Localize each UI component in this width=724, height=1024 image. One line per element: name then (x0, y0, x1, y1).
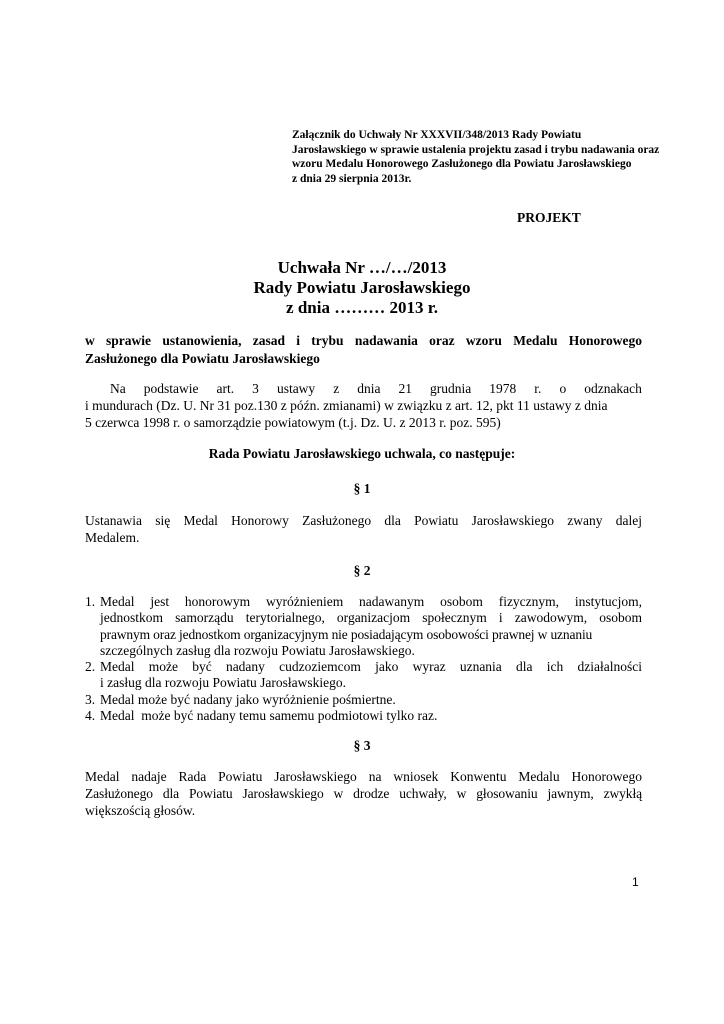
resolution-subject (85, 332, 642, 368)
list-item-line: Medal może być nadany jako wyróżnienie pośmiertne. (100, 691, 396, 707)
legal-basis-word: Na (110, 381, 126, 396)
legal-basis-word: z (333, 381, 340, 396)
resolves-clause: Rada Powiatu Jarosławskiego uchwala, co następuje: (208, 446, 516, 461)
section-3-line-1: Medal nadaje Rada Powiatu Jarosławskiego na wniosek Konwentu Medalu Honorowego (85, 769, 642, 784)
section-3-mark: § 3 (353, 738, 371, 753)
list-item-line: Medal jest honorowym wyróżnieniem nadawanym osobom fizycznym, instytucjom, (100, 594, 642, 609)
list-item-number: 4. (85, 708, 96, 724)
list-item (85, 692, 642, 708)
legal-basis-word: grudnia (430, 381, 472, 396)
section-1-line-1: Ustanawia się Medal Honorowy Zasłużonego dla Powiatu Jarosławskiego zwany dalej (85, 513, 642, 528)
legal-basis-word: 21 (398, 381, 412, 396)
list-item-line: i zasług dla rozwoju Powiatu Jarosławskiego. (100, 675, 346, 691)
legal-basis-word: podstawie (143, 381, 199, 396)
resolution-title (0, 258, 724, 318)
subject-line-2: Zasłużonego dla Powiatu Jarosławskiego (85, 351, 320, 366)
legal-basis-word: ustawy (276, 381, 316, 396)
list-item-number: 3. (85, 691, 96, 707)
title-line-date: z dnia ……… 2013 r. (286, 298, 438, 317)
section-1-mark: § 1 (353, 481, 371, 496)
title-line-number: Uchwała Nr …/…/2013 (277, 258, 447, 277)
title-line-council: Rady Powiatu Jarosławskiego (253, 278, 471, 297)
legal-basis-word: odznakach (584, 381, 642, 396)
subject-text-1: w sprawie ustanowienia, zasad i trybu nadawania oraz wzoru Medalu Honorowego (85, 333, 642, 348)
legal-basis-word: o (559, 381, 567, 396)
legal-basis-line-1 (85, 380, 642, 397)
legal-basis-word: r. (534, 381, 542, 396)
legal-basis-word: dnia (357, 381, 381, 396)
page-number: 1 (632, 875, 639, 889)
projekt-label: PROJEKT (517, 210, 581, 225)
annex-line: z dnia 29 sierpnia 2013r. (292, 172, 412, 185)
annex-line: wzoru Medalu Honorowego Zasłużonego dla Powiatu Jarosławskiego (292, 158, 632, 170)
list-item-line: prawnym oraz jednostkom organizacyjnym nie posiadającym osobowości prawnej w uznaniu (100, 626, 593, 642)
legal-basis-word: 3 (252, 381, 259, 396)
section-2-mark: § 2 (353, 563, 371, 578)
section-3-line-3: większością głosów. (85, 803, 196, 818)
list-item (85, 708, 642, 724)
legal-basis-word: 1978 (489, 381, 517, 396)
list-item-number: 1. (85, 594, 96, 609)
legal-basis-line-3: 5 czerwca 1998 r. o samorządzie powiatowym (t.j. Dz. U. z 2013 r. poz. 595) (85, 415, 501, 430)
subject-line-1 (85, 332, 642, 350)
section-1-line-2: Medalem. (85, 530, 140, 545)
list-item-line: Medal może być nadany temu samemu podmiotowi tylko raz. (100, 708, 438, 724)
section-3-line-2: Zasłużonego dla Powiatu Jarosławskiego w drodze uchwały, w głosowaniu jawnym, zwykłą (85, 786, 642, 801)
list-item-line: szczególnych zasług dla rozwoju Powiatu Jarosławskiego. (100, 642, 415, 658)
section-1-text (85, 512, 642, 546)
section-2-list (85, 594, 642, 724)
annex-line: Jarosławskiego w sprawie ustalenia projektu zasad i trybu nadawania oraz (292, 143, 660, 156)
annex-note (292, 128, 692, 186)
list-item (85, 594, 642, 659)
section-3-text (85, 768, 642, 819)
legal-basis (85, 380, 642, 431)
list-item (85, 659, 642, 692)
list-item-line: Medal może być nadany cudzoziemcom jako wyraz uznania dla ich działalności (100, 659, 642, 675)
legal-basis-line-2: i mundurach (Dz. U. Nr 31 poz.130 z późn. zmianami) w związku z art. 12, pkt 11 ustawy z dnia (85, 398, 608, 413)
list-item-number: 2. (85, 659, 96, 675)
list-item-line: jednostkom samorządu terytorialnego, organizacjom społecznym i zawodowym, osobom (100, 610, 642, 626)
annex-line: Załącznik do Uchwały Nr XXXVII/348/2013 Rady Powiatu (292, 129, 582, 141)
legal-basis-word: art. (216, 381, 235, 396)
